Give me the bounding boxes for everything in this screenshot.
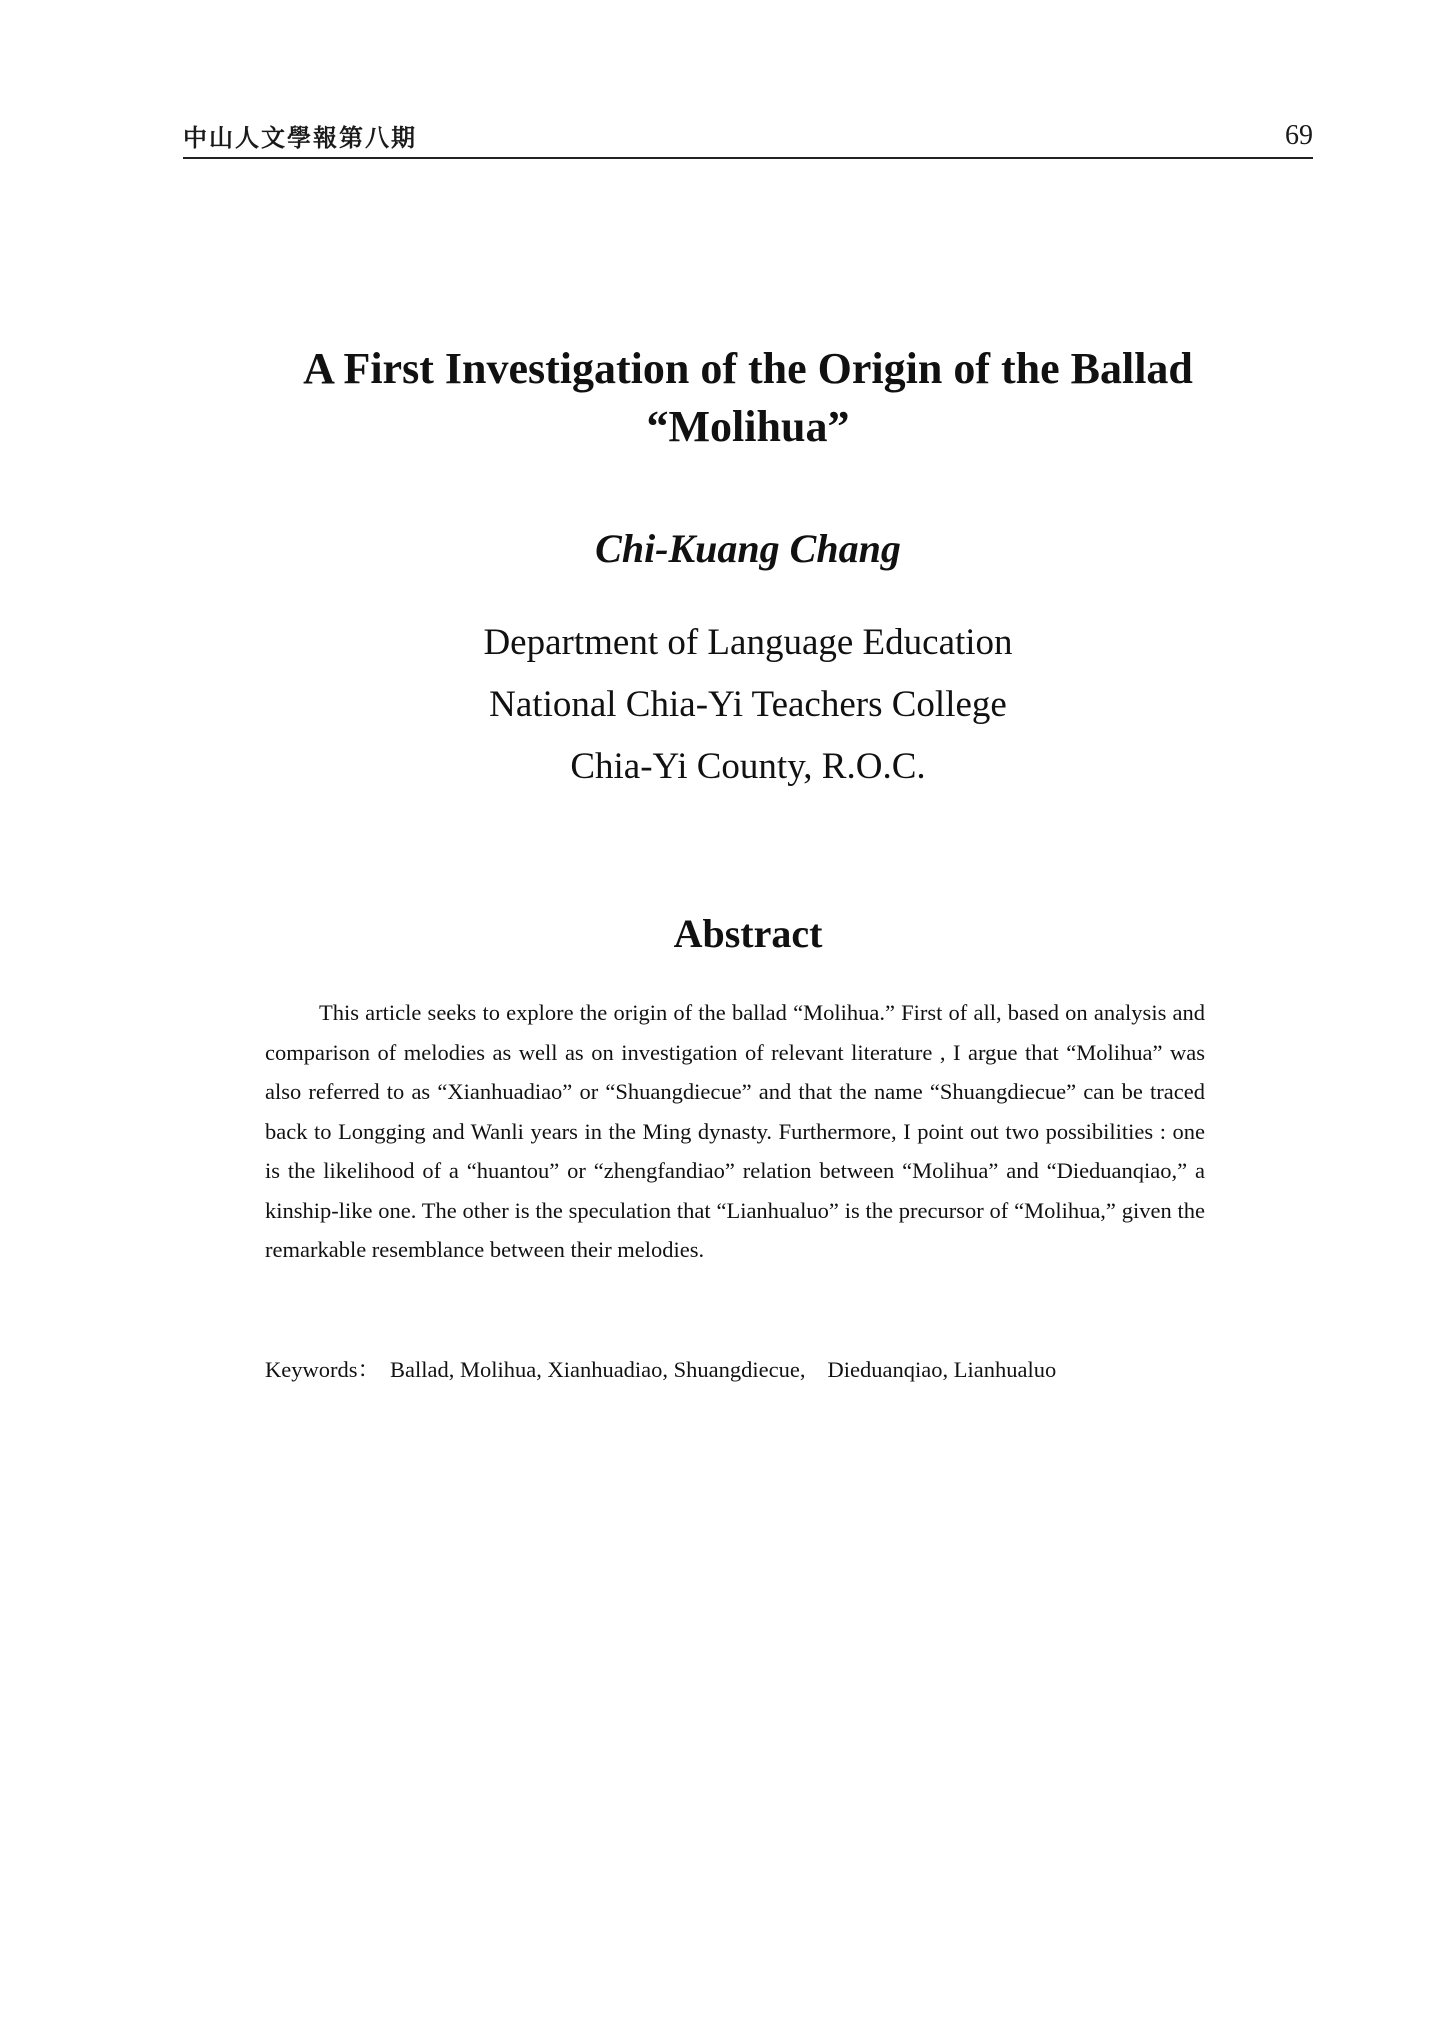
article-title-line2: “Molihua” <box>646 402 850 451</box>
page-number: 69 <box>1285 120 1313 151</box>
author-name: Chi-Kuang Chang <box>595 526 901 571</box>
affiliation-department: Department of Language Education <box>483 622 1013 663</box>
affiliation-location: Chia-Yi County, R.O.C. <box>570 746 926 787</box>
header-rule <box>183 157 1313 159</box>
affiliation-college: National Chia-Yi Teachers College <box>489 684 1007 725</box>
keywords-label: Keywords： <box>265 1357 380 1382</box>
running-header <box>183 112 1313 156</box>
article-title <box>183 340 1313 456</box>
abstract-heading: Abstract <box>673 911 823 956</box>
keywords-line <box>265 1350 1225 1390</box>
keywords-list-part2: Dieduanqiao, Lianhualuo <box>827 1357 1057 1382</box>
article-title-line1: A First Investigation of the Origin of the Ballad <box>303 344 1193 393</box>
journal-name: 中山人文學報第八期 <box>183 124 417 152</box>
abstract-body: This article seeks to explore the origin of the ballad “Molihua.” First of all, based on analysis and comparison of melodies as well as on investigation of relevant literature , I argue that “Molihua” was also referred to as “Xianhuadiao” or “Shuangdiecue” and that the name “Shuangdiecue” can be traced back to Longging and Wanli years in the Ming dynasty. Furthermore, I point out two possibilities : one is the likelihood of a “huantou” or “zhengfandiao” relation between “Molihua” and “Dieduanqiao,” a kinship-like one. The other is the speculation that “Lianhualuo” is the precursor of “Molihua,” given the remarkable resemblance between their melodies. <box>265 1000 1205 1262</box>
keywords-list-part1: Ballad, Molihua, Xianhuadiao, Shuangdiecue, <box>389 1357 806 1382</box>
author-affiliation <box>183 612 1313 798</box>
